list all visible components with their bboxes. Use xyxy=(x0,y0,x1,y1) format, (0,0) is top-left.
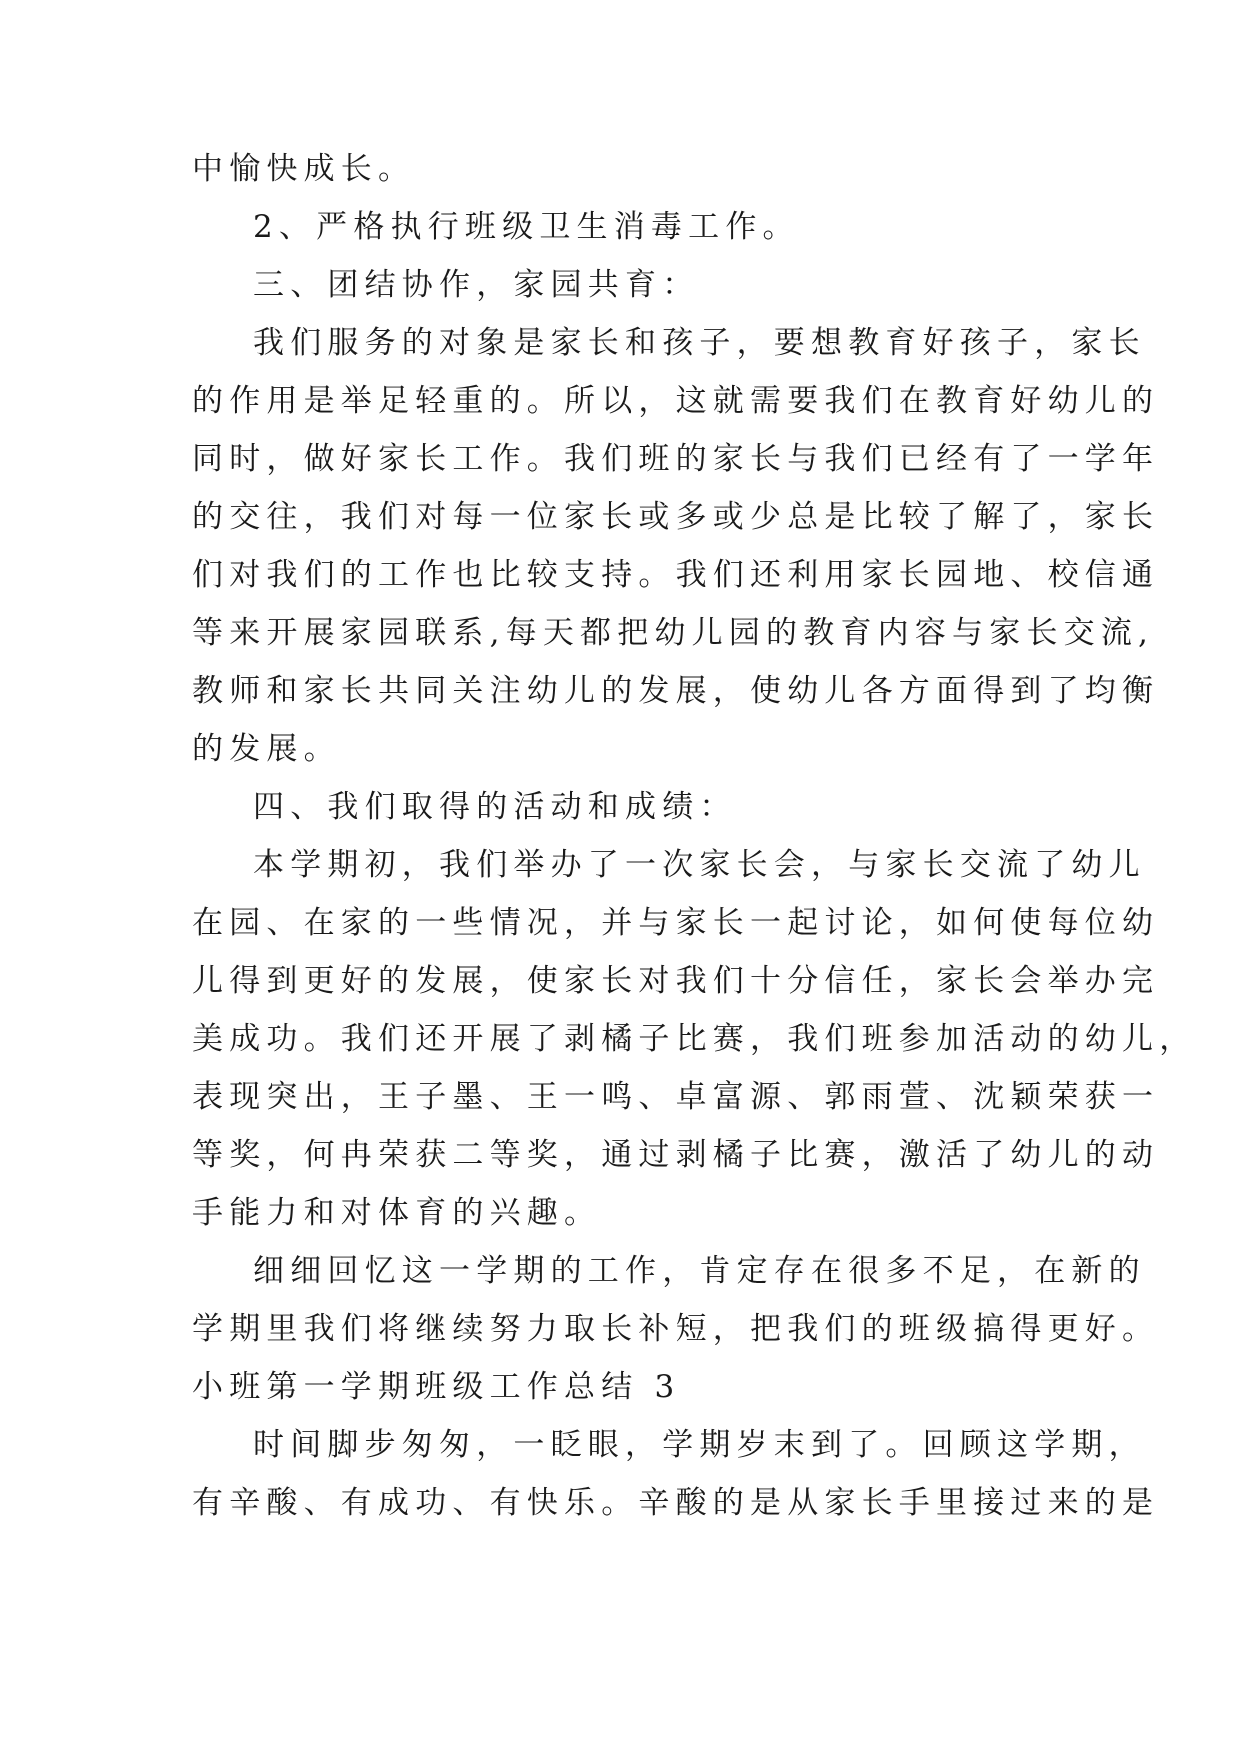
section-heading: 四、我们取得的活动和成绩： xyxy=(253,789,737,825)
text-line: 学期里我们将继续努力取长补短，把我们的班级搞得更好。 xyxy=(192,1311,1160,1347)
text-line: 的发展。 xyxy=(192,731,341,767)
text-line: 美成功。我们还开展了剥橘子比赛，我们班参加活动的幼儿， xyxy=(192,1021,1197,1057)
text-line: 儿得到更好的发展，使家长对我们十分信任，家长会举办完 xyxy=(192,963,1160,999)
text-line: 手能力和对体育的兴趣。 xyxy=(192,1195,602,1231)
text-line: 细细回忆这一学期的工作，肯定存在很多不足，在新的 xyxy=(253,1253,1146,1289)
text-line: 2、严格执行班级卫生消毒工作。 xyxy=(253,209,800,245)
text-line: 教师和家长共同关注幼儿的发展，使幼儿各方面得到了均衡 xyxy=(192,673,1160,709)
text-line: 表现突出，王子墨、王一鸣、卓富源、郭雨萱、沈颖荣获一 xyxy=(192,1079,1160,1115)
text-line: 等奖，何冉荣获二等奖，通过剥橘子比赛，激活了幼儿的动 xyxy=(192,1137,1160,1173)
text-line: 本学期初，我们举办了一次家长会，与家长交流了幼儿 xyxy=(253,847,1146,883)
document-subtitle: 小班第一学期班级工作总结 3 xyxy=(192,1369,681,1405)
text-line: 的交往，我们对每一位家长或多或少总是比较了解了，家长 xyxy=(192,499,1160,535)
text-line: 中愉快成长。 xyxy=(192,151,416,187)
text-line: 的作用是举足轻重的。所以，这就需要我们在教育好幼儿的 xyxy=(192,383,1160,419)
section-heading: 三、团结协作，家园共育： xyxy=(253,267,700,303)
text-line: 同时，做好家长工作。我们班的家长与我们已经有了一学年 xyxy=(192,441,1160,477)
text-line: 有辛酸、有成功、有快乐。辛酸的是从家长手里接过来的是 xyxy=(192,1485,1160,1521)
text-line: 们对我们的工作也比较支持。我们还利用家长园地、校信通 xyxy=(192,557,1160,593)
text-line: 等来开展家园联系,每天都把幼儿园的教育内容与家长交流, xyxy=(192,615,1155,651)
text-line: 时间脚步匆匆，一眨眼，学期岁末到了。回顾这学期， xyxy=(253,1427,1146,1463)
text-line: 在园、在家的一些情况，并与家长一起讨论，如何使每位幼 xyxy=(192,905,1160,941)
text-line: 我们服务的对象是家长和孩子，要想教育好孩子，家长 xyxy=(253,325,1146,361)
